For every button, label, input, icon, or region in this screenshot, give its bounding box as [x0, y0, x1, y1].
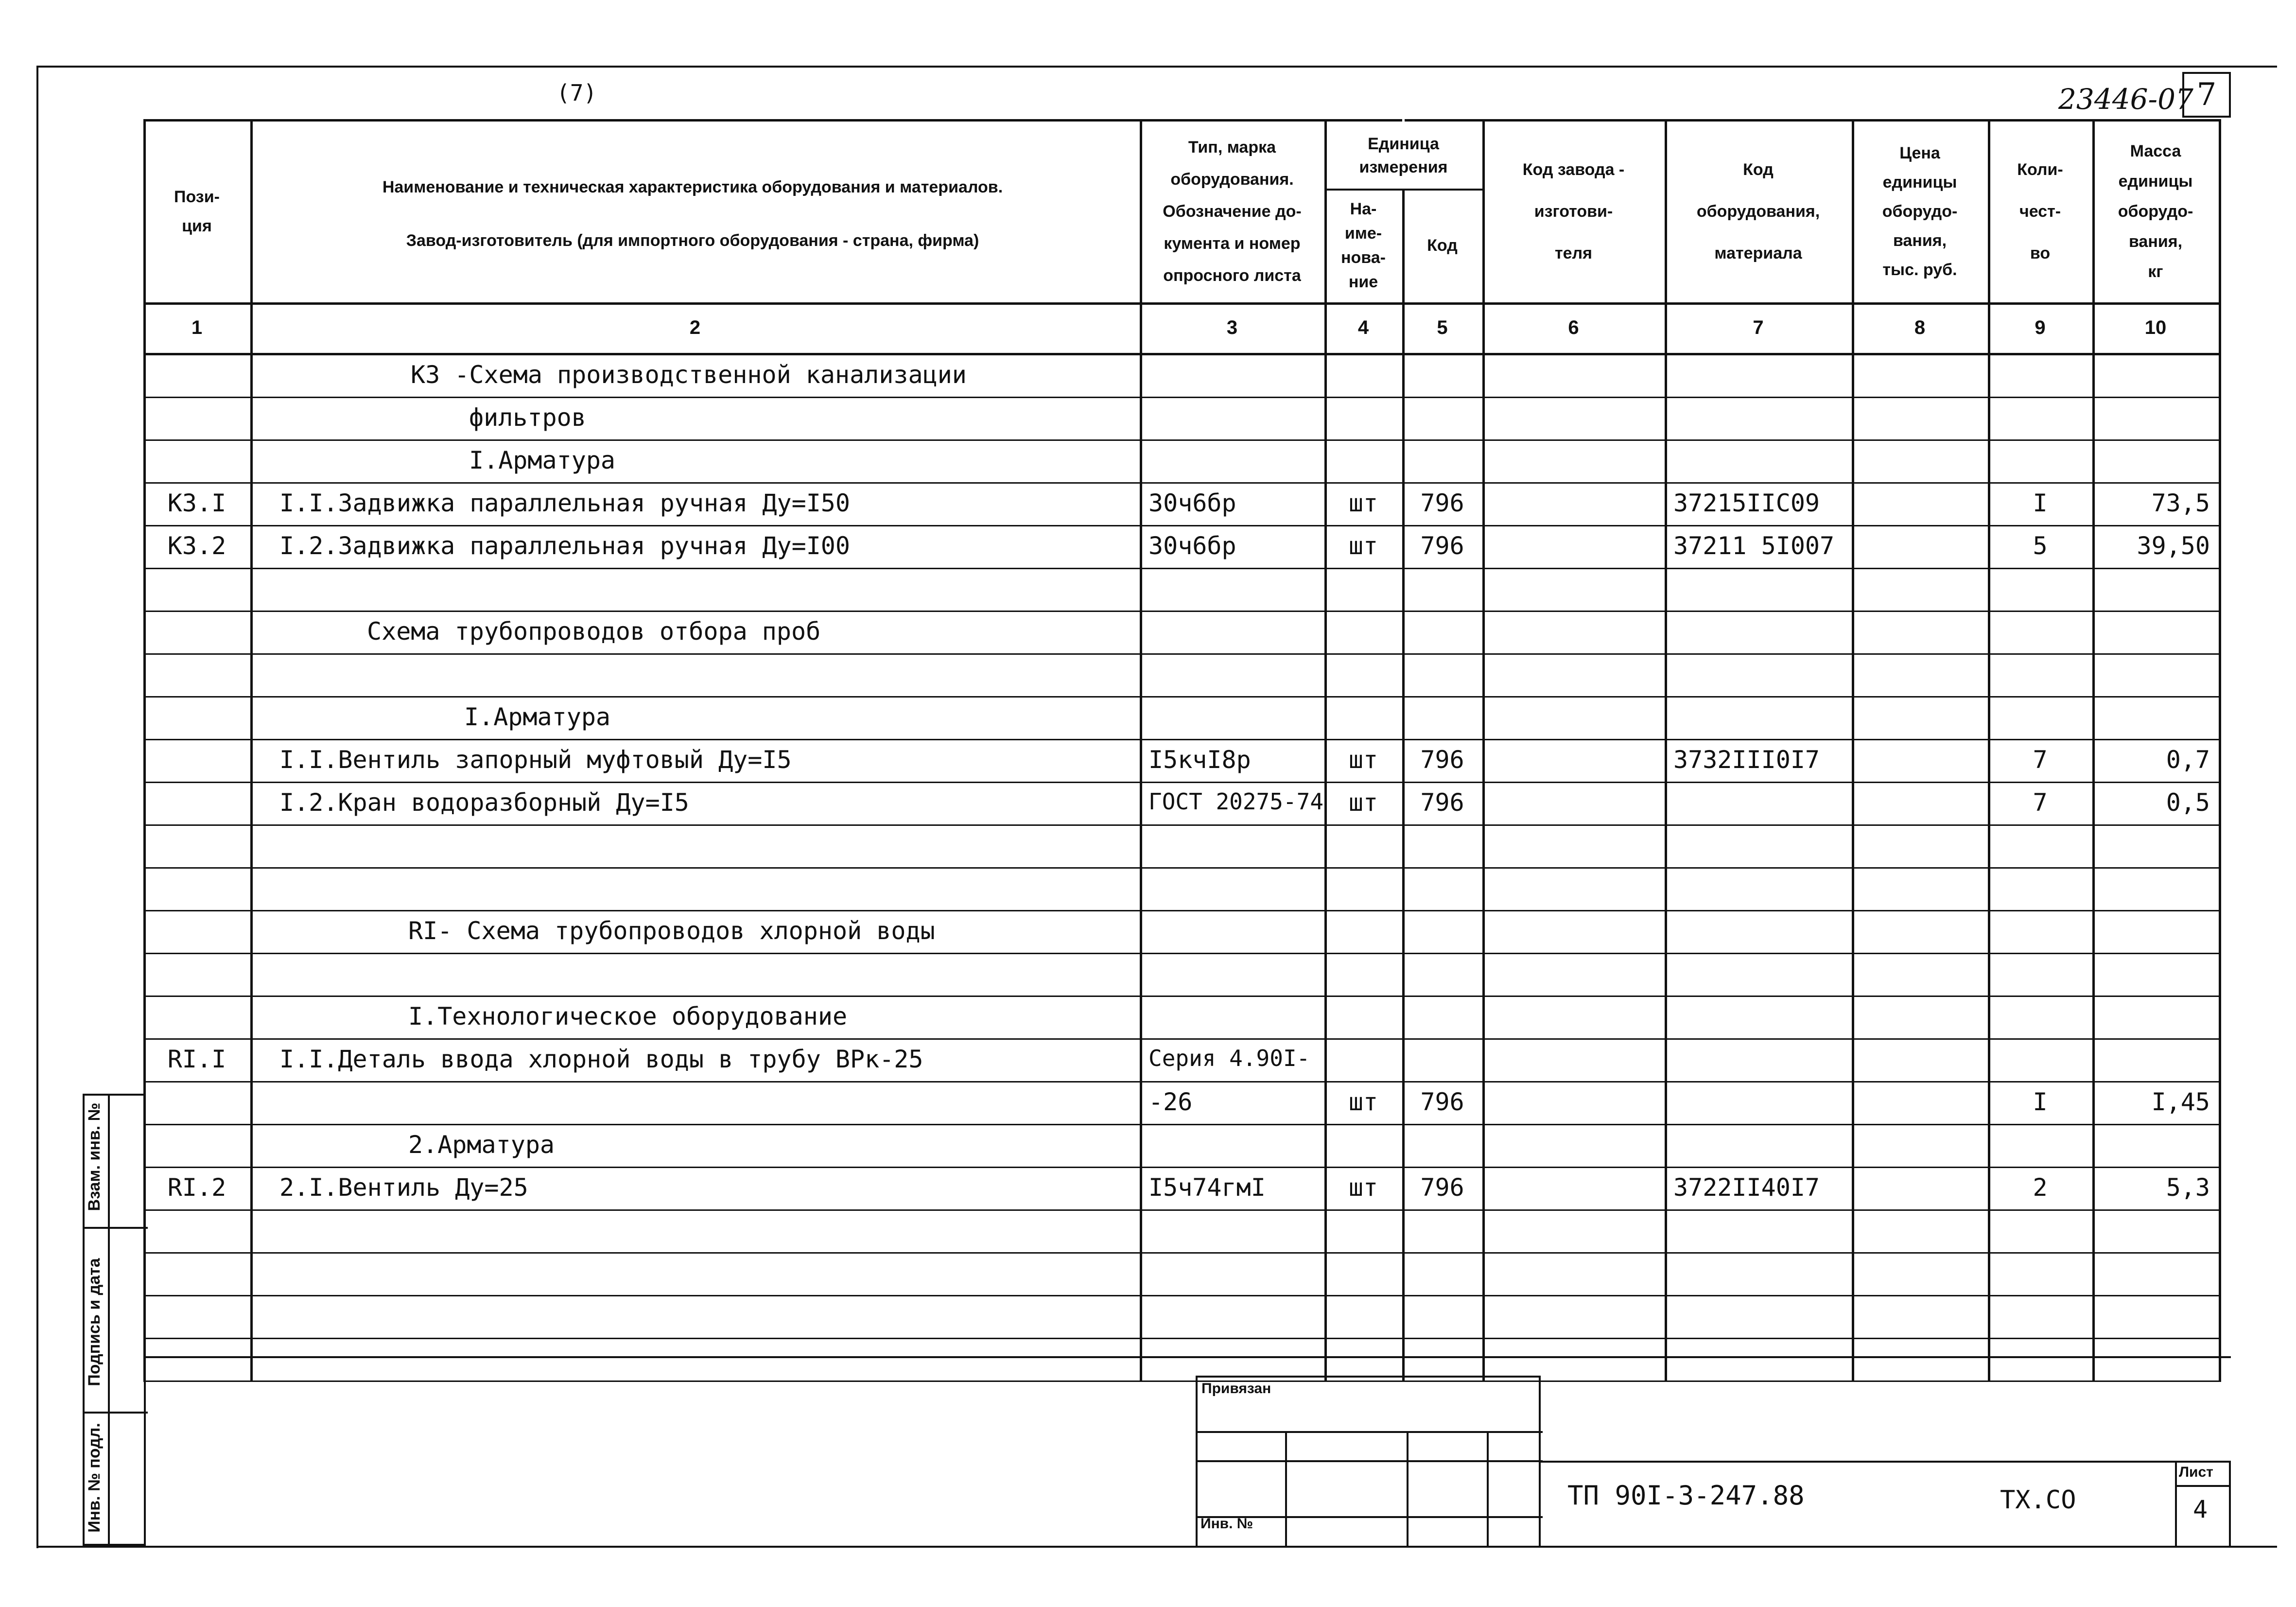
table-row	[0, 1082, 2296, 1125]
cell-unit: шт	[1348, 1173, 1378, 1202]
sheet-cell-vline	[2175, 1461, 2177, 1546]
cell-mass: 0,7	[2166, 746, 2210, 774]
privyazan-vline2	[1407, 1431, 1409, 1548]
header-quantity: Коли- чест- во	[2017, 160, 2063, 262]
table-row	[0, 440, 2296, 483]
column-number: 4	[1357, 316, 1369, 338]
table-row	[0, 398, 2296, 440]
privyazan-line1	[1198, 1431, 1543, 1433]
cell-name: I.Арматура	[464, 703, 611, 731]
cell-unit: шт	[1348, 746, 1378, 774]
cell-type: Серия 4.90I-	[1148, 1045, 1310, 1071]
cell-quantity: I	[2033, 489, 2048, 517]
sheet-number: 4	[2193, 1495, 2208, 1523]
document-mark: ТХ.СО	[2000, 1485, 2076, 1515]
table-row	[0, 954, 2296, 996]
table-row	[0, 825, 2296, 868]
column-number: 9	[2035, 316, 2046, 338]
side-stamp-vzam: Взам. инв. №	[85, 1102, 104, 1211]
table-row	[0, 1039, 2296, 1082]
side-stamp-inv: Инв. № подл.	[85, 1423, 104, 1533]
corner-page: 7	[2196, 77, 2217, 113]
cell-position: К3.2	[167, 532, 226, 560]
cell-type: I5кчI8р	[1148, 746, 1251, 774]
table-row	[0, 740, 2296, 783]
cell-equipment-code: 37211 5I007	[1673, 532, 1835, 560]
privyazan-line2	[1198, 1460, 1543, 1462]
column-number: 3	[1226, 316, 1238, 338]
privyazan-vline3	[1487, 1431, 1489, 1548]
top-sheet-number: (7)	[557, 80, 597, 106]
cell-unit-code: 796	[1420, 489, 1464, 517]
cell-name: I.2.Кран водоразборный Ду=I5	[279, 788, 689, 817]
cell-unit: шт	[1348, 489, 1378, 517]
cell-name: I.Арматура	[469, 446, 616, 474]
corner-code: 23446-07	[2058, 83, 2193, 116]
table-row	[0, 1125, 2296, 1168]
cell-quantity: I	[2033, 1088, 2048, 1116]
table-row	[0, 611, 2296, 654]
table-row	[0, 868, 2296, 911]
table-row	[0, 1253, 2296, 1296]
inv-no-label: Инв. №	[1200, 1516, 1253, 1532]
cell-unit-code: 796	[1420, 1088, 1464, 1116]
header-name: Наименование и техническая характеристика оборудования и материалов. Завод-изготовитель (для импортного оборудования - страна, фирма)	[382, 178, 1003, 250]
cell-unit: шт	[1348, 1088, 1378, 1116]
cell-name: I.I.Вентиль запорный муфтовый Ду=I5	[279, 746, 792, 774]
cell-name: 2.Арматура	[408, 1131, 555, 1159]
cell-mass: 5,3	[2166, 1173, 2210, 1202]
header-price: Цена единицы оборудо- вания, тыс. руб.	[1882, 144, 1958, 279]
cell-type: I5ч74гмI	[1148, 1173, 1266, 1202]
sheet-label: Лист	[2179, 1464, 2213, 1480]
title-block-main-line	[1539, 1461, 2231, 1463]
header-manufacturer-code: Код завода - изготови- теля	[1522, 160, 1625, 262]
header-mass: Масса единицы оборудо- вания, кг	[2118, 142, 2193, 281]
cell-name: 2.I.Вентиль Ду=25	[279, 1173, 528, 1202]
corner-page-box	[2182, 72, 2231, 118]
cell-mass: 73,5	[2151, 489, 2210, 517]
cell-position: RI.2	[167, 1173, 226, 1202]
table-row	[0, 1296, 2296, 1339]
cell-mass: I,45	[2151, 1088, 2210, 1116]
table-row	[0, 1168, 2296, 1210]
frame-bottom-line	[36, 1546, 2277, 1548]
header-unit-name: На- име- нова- ние	[1341, 200, 1386, 291]
cell-position: К3.I	[167, 489, 226, 517]
table-row	[0, 697, 2296, 740]
cell-mass: 0,5	[2166, 788, 2210, 817]
table-row	[0, 355, 2296, 398]
table-row	[0, 996, 2296, 1039]
header-unit-code: Код	[1427, 236, 1458, 255]
header-unit: Единица измерения	[1359, 135, 1448, 176]
column-number: 6	[1568, 316, 1579, 338]
cell-unit-code: 796	[1420, 1173, 1464, 1202]
table-row	[0, 483, 2296, 526]
column-number: 8	[1914, 316, 1926, 338]
sheet-cell-right-line	[2229, 1461, 2231, 1546]
table-row	[0, 1210, 2296, 1253]
side-stamp-sep1	[85, 1227, 148, 1229]
cell-quantity: 5	[2033, 532, 2048, 560]
document-code: ТП 90I-3-247.88	[1567, 1480, 1805, 1511]
table-row	[0, 911, 2296, 954]
cell-unit: шт	[1348, 532, 1378, 560]
cell-name: I.I.Задвижка параллельная ручная Ду=I50	[279, 489, 850, 517]
column-number: 1	[191, 316, 203, 338]
header-type: Тип, марка оборудования. Обозначение до- кумента и номер опросного листа	[1163, 138, 1302, 285]
column-number: 7	[1753, 316, 1764, 338]
cell-equipment-code: 3722II40I7	[1673, 1173, 1820, 1202]
cell-unit-code: 796	[1420, 788, 1464, 817]
cell-name: I.Технологическое оборудование	[408, 1002, 848, 1031]
cell-equipment-code: 3732III0I7	[1673, 746, 1820, 774]
cell-unit: шт	[1348, 788, 1378, 817]
side-stamp-divider	[108, 1096, 110, 1548]
table-row	[0, 654, 2296, 697]
cell-equipment-code: 37215IIC09	[1673, 489, 1820, 517]
table-row	[0, 783, 2296, 825]
header-position: Пози- ция	[174, 188, 220, 235]
cell-name: фильтров	[469, 403, 586, 432]
table-row	[0, 569, 2296, 611]
cell-type: ГОСТ 20275-74	[1148, 788, 1324, 815]
cell-position: RI.I	[167, 1045, 226, 1073]
cell-name: К3 -Схема производственной канализации	[411, 361, 967, 389]
cell-name: Схема трубопроводов отбора проб	[367, 617, 821, 646]
cell-type: 30ч6бр	[1148, 532, 1236, 560]
cell-unit-code: 796	[1420, 532, 1464, 560]
cell-type: -26	[1148, 1088, 1193, 1116]
cell-quantity: 2	[2033, 1173, 2048, 1202]
frame-top-line	[36, 66, 2277, 68]
table-row	[0, 1339, 2296, 1381]
cell-name: RI- Схема трубопроводов хлорной воды	[408, 917, 935, 945]
side-stamp-podpis: Подпись и дата	[85, 1258, 104, 1386]
cell-unit-code: 796	[1420, 746, 1464, 774]
table-row	[0, 526, 2296, 569]
column-number: 5	[1437, 316, 1448, 338]
title-block-top-line	[146, 1356, 2231, 1358]
sheet-cell-hline	[2175, 1485, 2231, 1487]
cell-quantity: 7	[2033, 788, 2048, 817]
column-number: 2	[689, 316, 701, 338]
cell-name: I.2.Задвижка параллельная ручная Ду=I00	[279, 532, 850, 560]
cell-quantity: 7	[2033, 746, 2048, 774]
cell-type: 30ч6бр	[1148, 489, 1236, 517]
side-stamp-sep2	[85, 1412, 148, 1414]
header-equipment-code: Код оборудования, материала	[1696, 160, 1820, 262]
privyazan-label: Привязан	[1201, 1380, 1271, 1397]
privyazan-vline1	[1285, 1431, 1287, 1548]
cell-name: I.I.Деталь ввода хлорной воды в трубу ВРк-25	[279, 1045, 923, 1073]
column-number: 10	[2144, 316, 2167, 338]
cell-mass: 39,50	[2137, 532, 2210, 560]
